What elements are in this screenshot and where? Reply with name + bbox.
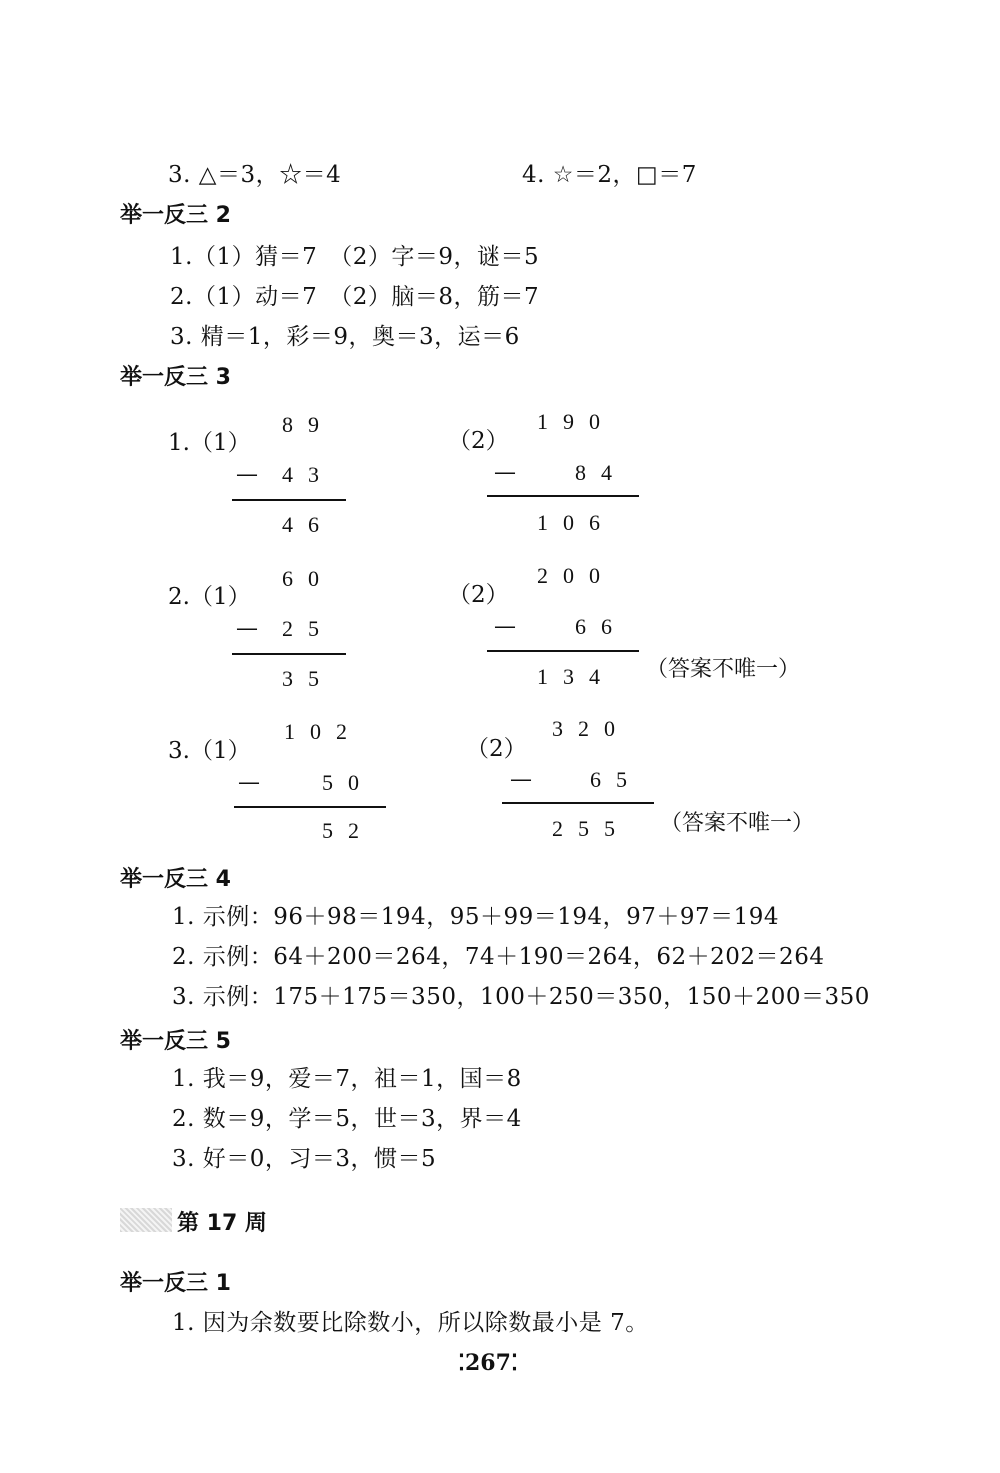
difference: 106 [537, 510, 615, 535]
minuend: 60 [282, 566, 334, 591]
subtrahend: 25 [282, 616, 334, 641]
minuend: 320 [552, 716, 630, 741]
difference: 52 [322, 818, 374, 843]
problem-label: 2.（1） [168, 584, 251, 610]
minus-sign: — [494, 460, 516, 485]
answer-line: 3. 好＝0，习＝3，惯＝5 [172, 1146, 437, 1172]
subtrahend: 65 [590, 767, 642, 792]
sum-rule [487, 650, 639, 652]
minus-sign: — [238, 770, 260, 795]
answer-4: 4. ☆＝2，□＝7 [522, 162, 697, 188]
answer-note: （答案不唯一） [646, 657, 801, 682]
minuend: 200 [537, 563, 615, 588]
week-title: 第 17 周 [177, 1211, 267, 1236]
minuend: 89 [282, 412, 334, 437]
page-number-text: 267 [465, 1350, 511, 1376]
section-heading: 举一反三 3 [120, 365, 231, 390]
minus-sign: — [510, 767, 532, 792]
difference: 46 [282, 512, 334, 537]
section-heading: 举一反三 4 [120, 867, 231, 892]
answer-line: 1. 示例：96＋98＝194，95＋99＝194，97＋97＝194 [172, 904, 780, 930]
problem-label: （2） [448, 582, 509, 608]
answer-line: 2.（1）动＝7 （2）脑＝8，筋＝7 [170, 284, 540, 310]
subtrahend: 66 [575, 614, 627, 639]
difference: 255 [552, 816, 630, 841]
section-heading: 举一反三 1 [120, 1271, 231, 1296]
dots-right-icon: ⁚ [510, 1350, 518, 1376]
page-number [458, 1350, 518, 1376]
answer-line: 1.（1）猜＝7 （2）字＝9，谜＝5 [170, 244, 540, 270]
subtrahend: 50 [322, 770, 374, 795]
minuend: 190 [537, 409, 615, 434]
subtrahend: 43 [282, 462, 334, 487]
answer-line: 3. 精＝1，彩＝9，奥＝3，运＝6 [170, 324, 520, 350]
sum-rule [487, 495, 639, 497]
dots-left-icon: ⁚ [458, 1350, 465, 1376]
week-marker-icon [120, 1208, 172, 1232]
subtrahend: 84 [575, 460, 627, 485]
problem-label: （2） [448, 428, 509, 454]
section-heading: 举一反三 2 [120, 203, 231, 228]
answer-line: 2. 示例：64＋200＝264，74＋190＝264，62＋202＝264 [172, 944, 825, 970]
answer-line: 2. 数＝9，学＝5，世＝3，界＝4 [172, 1106, 522, 1132]
answer-note: （答案不唯一） [660, 811, 815, 836]
section-heading: 举一反三 5 [120, 1029, 231, 1054]
minuend: 102 [284, 719, 362, 744]
answer-line: 1. 我＝9，爱＝7，祖＝1，国＝8 [172, 1066, 522, 1092]
problem-label: 3.（1） [168, 738, 251, 764]
problem-label: 1.（1） [168, 430, 251, 456]
sum-rule [234, 806, 386, 808]
difference: 35 [282, 666, 334, 691]
sum-rule [502, 802, 654, 804]
problem-label: （2） [466, 736, 527, 762]
minus-sign: — [494, 614, 516, 639]
answer-line: 1. 因为余数要比除数小，所以除数最小是 7。 [172, 1310, 649, 1336]
sum-rule [232, 499, 346, 501]
minus-sign: — [236, 616, 258, 641]
difference: 134 [537, 664, 615, 689]
answer-line: 3. 示例：175＋175＝350，100＋250＝350，150＋200＝350 [172, 984, 870, 1010]
minus-sign: — [236, 462, 258, 487]
answer-3: 3. △＝3，☆＝4 [168, 162, 342, 188]
sum-rule [232, 653, 346, 655]
